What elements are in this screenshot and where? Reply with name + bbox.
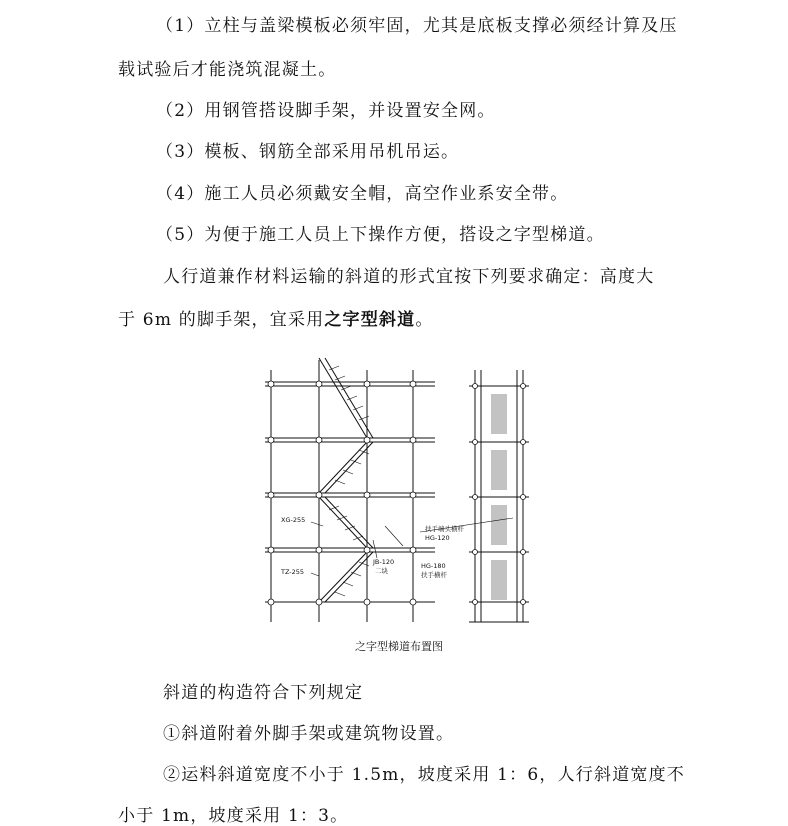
paragraph-6-line-2 — [118, 310, 434, 330]
paragraph-8: ①斜道附着外脚手架或建筑物设置。 — [163, 724, 455, 744]
paragraph-1-line-2: 载试验后才能浇筑混凝土。 — [118, 60, 337, 80]
paragraph-1-line-1: （1）立柱与盖梁模板必须牢固，尤其是底板支撑必须经计算及压 — [156, 16, 678, 36]
label-xg-255: XG-255 — [281, 516, 306, 524]
paragraph-7: 斜道的构造符合下列规定 — [163, 683, 364, 703]
p6-suffix: 。 — [415, 310, 434, 330]
label-hg120-note: 扶手端头横杆 — [425, 525, 464, 533]
paragraph-9-line-2: 小于 1m，坡度采用 1：3。 — [118, 806, 349, 826]
label-hg-120: HG-120 — [425, 534, 450, 542]
p6-bold-term: 之字型斜道 — [324, 310, 416, 330]
label-hg-180: HG-180 — [421, 562, 446, 570]
p6-prefix: 于 6m 的脚手架，宜采用 — [118, 310, 325, 330]
paragraph-9-line-1: ②运料斜道宽度不小于 1.5m，坡度采用 1：6，人行斜道宽度不 — [163, 765, 685, 785]
zigzag-stair-diagram — [255, 350, 535, 632]
label-tz-255: TZ-255 — [281, 568, 305, 576]
paragraph-3: （3）模板、钢筋全部采用吊机吊运。 — [156, 142, 460, 162]
label-jb-note: 二块 — [375, 567, 388, 575]
figure-caption: 之字型梯道布置图 — [355, 640, 443, 653]
label-hg180-note: 扶手横杆 — [421, 571, 447, 579]
paragraph-5: （5）为便于施工人员上下操作方便，搭设之字型梯道。 — [156, 225, 605, 245]
paragraph-6-line-1: 人行道兼作材料运输的斜道的形式宜按下列要求确定：高度大 — [163, 267, 655, 287]
label-jb-120: JB-120 — [373, 558, 395, 566]
paragraph-4: （4）施工人员必须戴安全帽，高空作业系安全带。 — [156, 184, 569, 204]
paragraph-2: （2）用钢管搭设脚手架，并设置安全网。 — [156, 101, 496, 121]
